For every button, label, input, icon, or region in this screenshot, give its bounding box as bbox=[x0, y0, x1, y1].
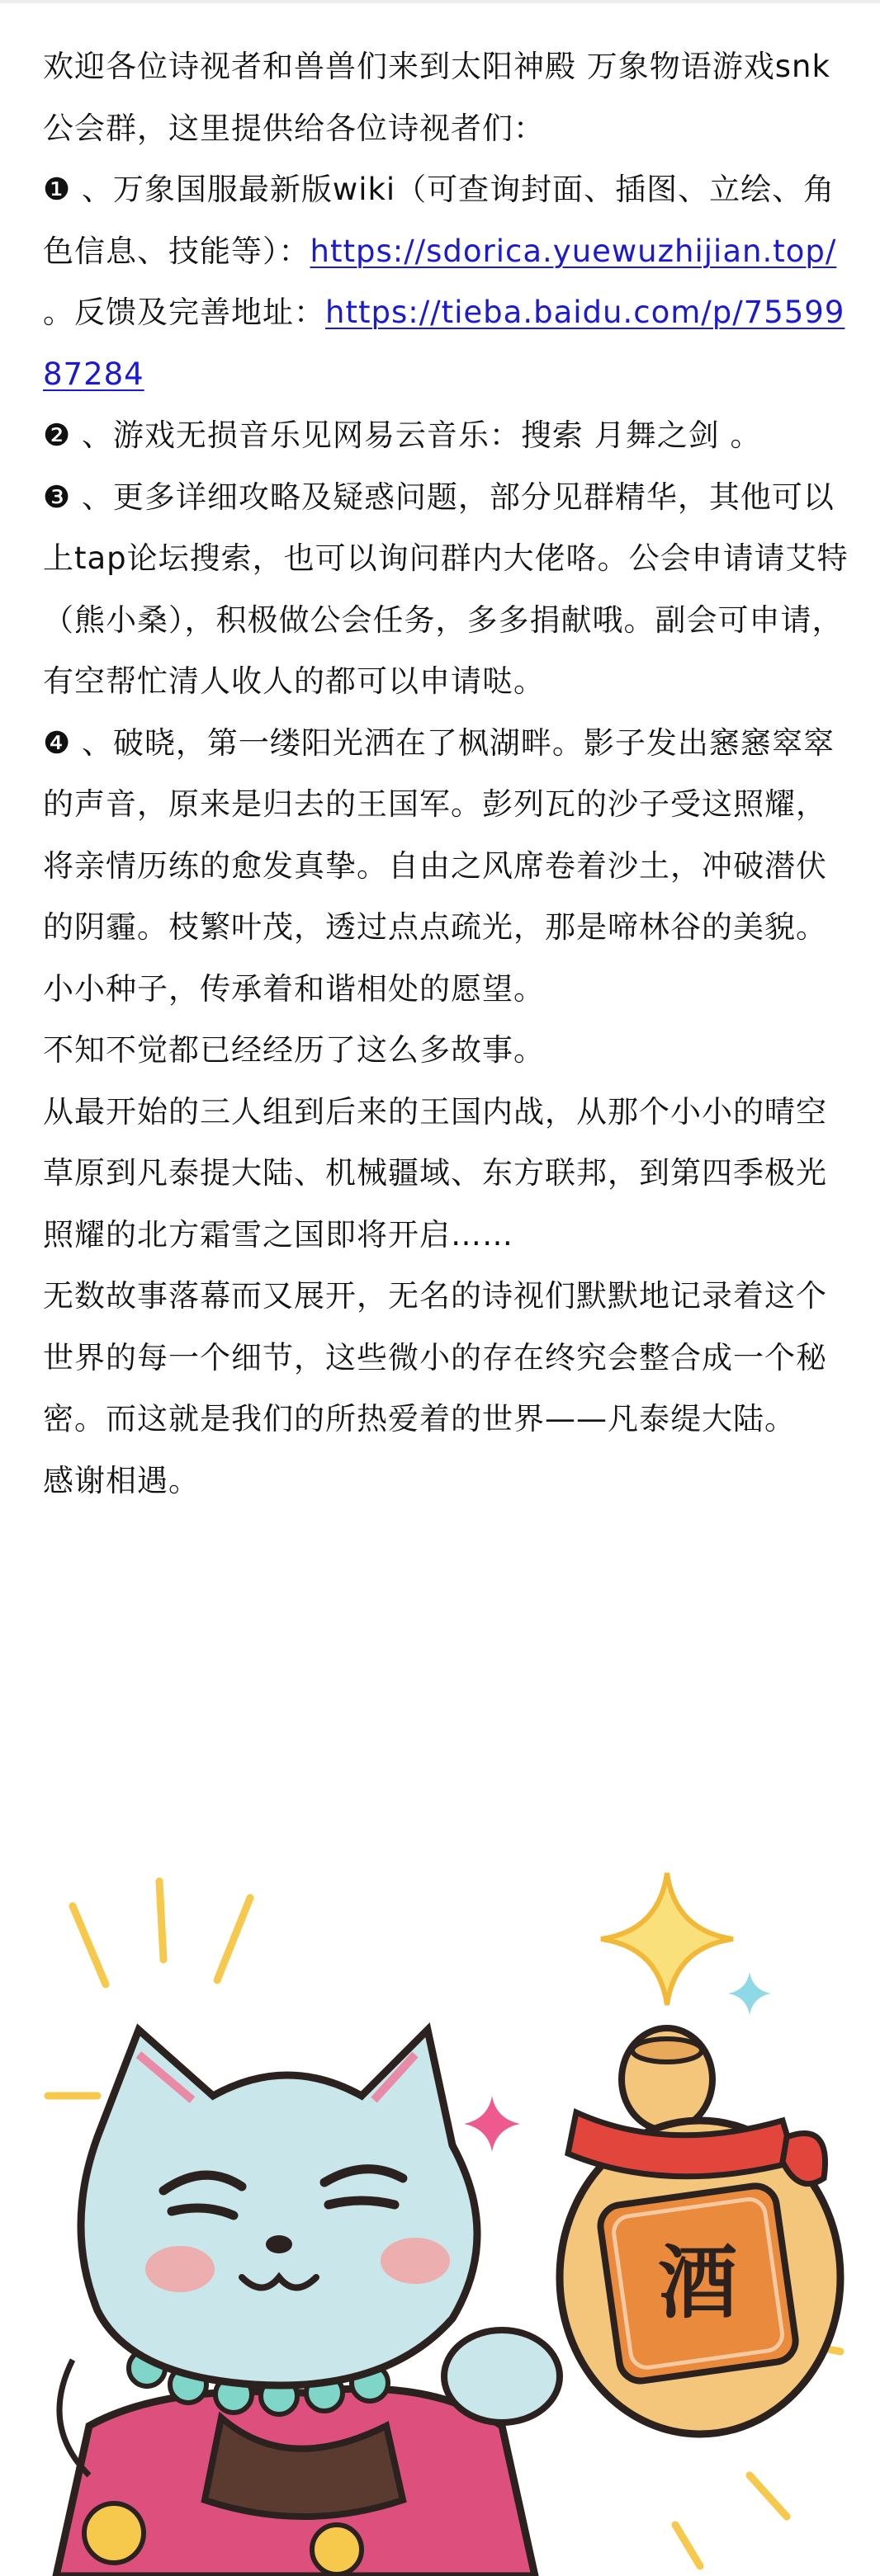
wine-jar bbox=[560, 2028, 840, 2434]
tieba-link[interactable]: https://tieba.baidu.com/p/7559987284 bbox=[43, 295, 845, 392]
journey-paragraph: 从最开始的三人组到后来的王国内战，从那个小小的晴空草原到凡泰提大陆、机械疆域、东方联邦，到第四季极光照耀的北方霜雪之国即将开启…… bbox=[43, 1093, 827, 1253]
jar-label: 酒 bbox=[658, 2237, 737, 2329]
story-paragraph: ❹ 、破晓，第一缕阳光洒在了枫湖畔。影子发出窸窸窣窣的声音，原来是归去的王国军。彭列瓦的沙子受这照耀，将亲情历练的愈发真挚。自由之风席卷着沙土，冲破潜伏的阴霾。枝繁叶茂，透过点点疏光，那是啼林谷的美貌。小小种子，传承着和谐相处的愿望。 bbox=[43, 724, 835, 1007]
intro-paragraph: 欢迎各位诗视者和兽兽们来到太阳神殿 万象物语游戏snk公会群，这里提供给各位诗视者们： bbox=[43, 49, 830, 146]
guide-paragraph: ❸ 、更多详细攻略及疑惑问题，部分见群精华，其他可以上tap论坛搜索，也可以询问群内大佬咯。公会申请请艾特（熊小桑），积极做公会任务，多多捐献哦。副会可申请，有空帮忙清人收人的都可以申请哒。 bbox=[43, 479, 849, 699]
thanks-line: 感谢相遇。 bbox=[43, 1462, 200, 1498]
yellow-sparkle-icon bbox=[601, 1873, 733, 2005]
wiki-info-text: ❶ 、万象国服最新版wiki（可查询封面、插图、立绘、角色信息、技能等）： bbox=[43, 172, 835, 269]
wiki-info-paragraph bbox=[43, 159, 852, 405]
blue-sparkle-icon bbox=[728, 1972, 771, 2015]
cat-character bbox=[56, 2030, 560, 2576]
top-divider bbox=[0, 0, 880, 3]
feedback-text: 。反馈及完善地址： bbox=[43, 295, 325, 330]
cat-mascot-illustration bbox=[40, 1848, 849, 2576]
article-body bbox=[43, 36, 852, 1512]
world-paragraph: 无数故事落幕而又展开，无名的诗视们默默地记录着这个世界的每一个细节，这些微小的存在终究会整合成一个秘密。而这就是我们的所热爱着的世界——凡泰缇大陆。 bbox=[43, 1278, 827, 1437]
pink-sparkle-icon bbox=[464, 2096, 520, 2152]
wiki-link[interactable]: https://sdorica.yuewuzhijian.top/ bbox=[310, 233, 837, 269]
story-line: 不知不觉都已经经历了这么多故事。 bbox=[43, 1032, 545, 1068]
music-paragraph: ❷ 、游戏无损音乐见网易云音乐：搜索 月舞之剑 。 bbox=[43, 418, 762, 453]
